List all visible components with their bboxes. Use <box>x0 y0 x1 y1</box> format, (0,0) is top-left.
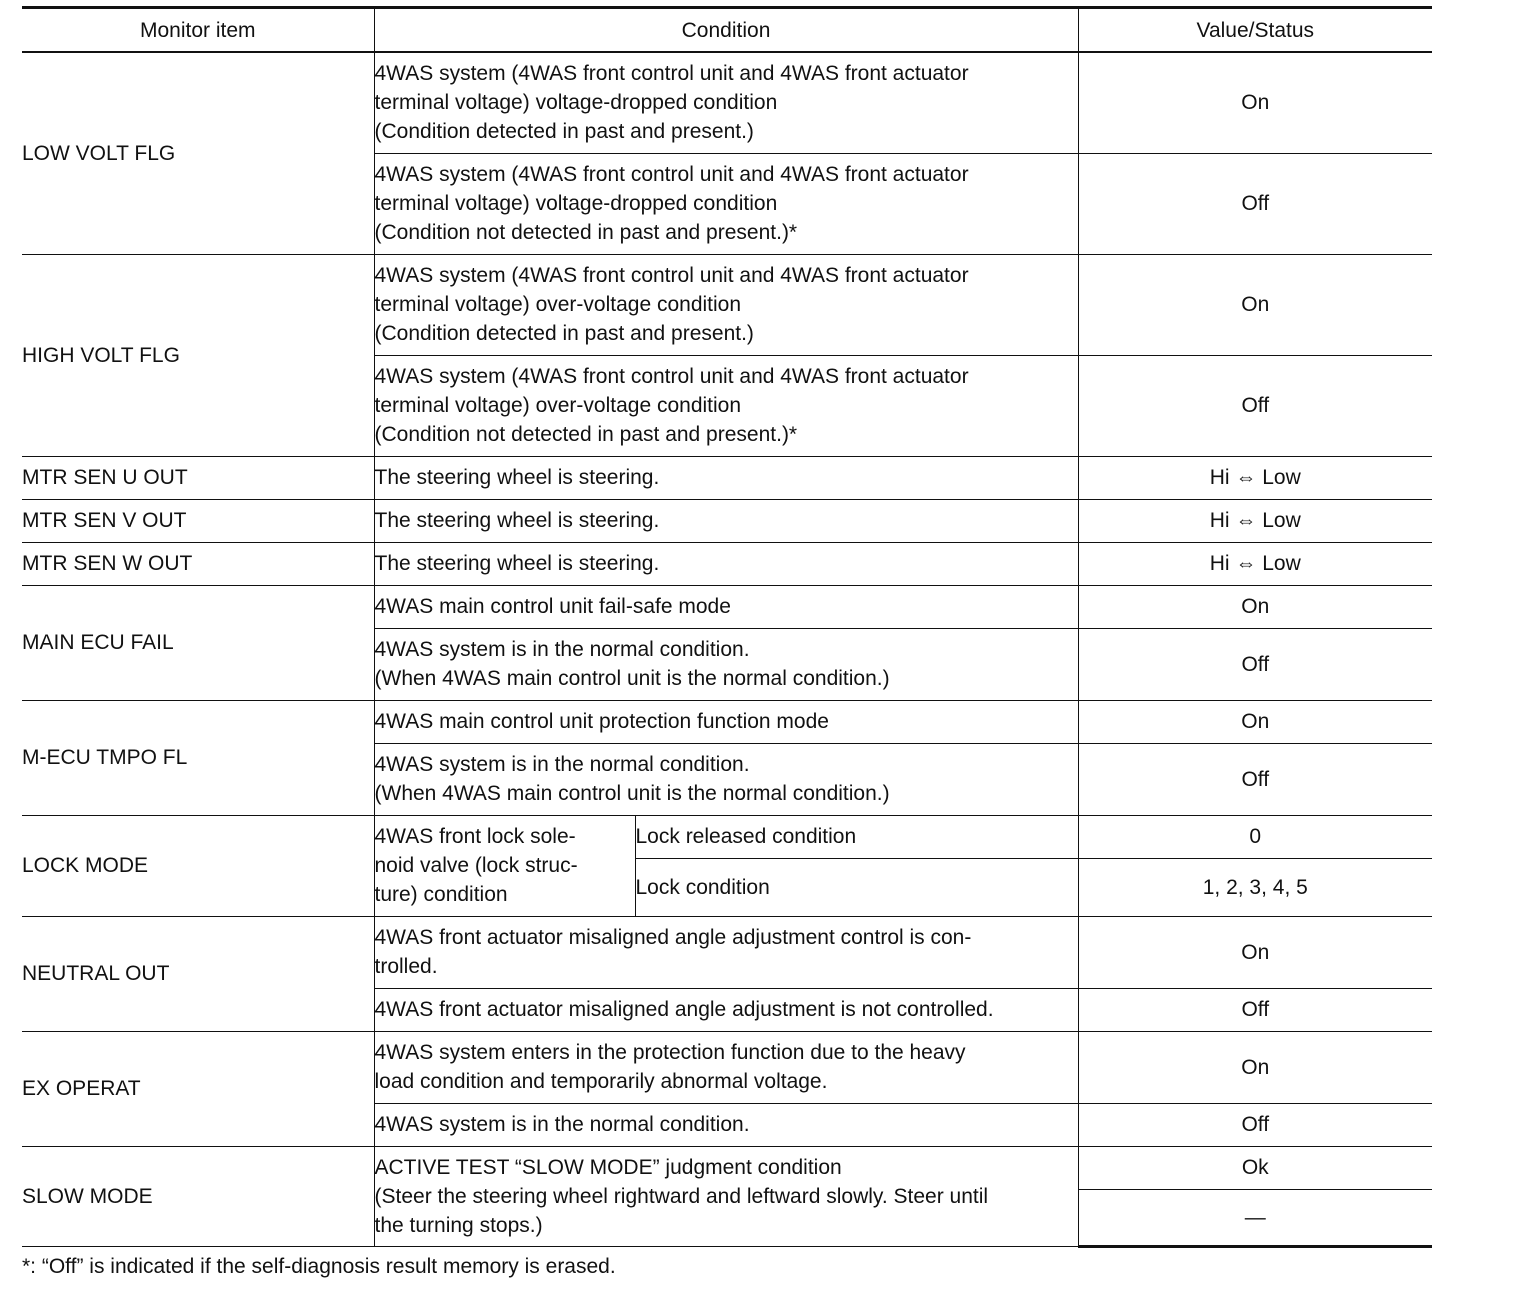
condition-cell <box>374 355 1078 456</box>
condition-cell <box>374 1031 1078 1103</box>
condition-line: 4WAS system (4WAS front control unit and 4WAS front actuator <box>374 264 969 287</box>
value-cell: Ok <box>1078 1146 1432 1189</box>
table-row <box>22 1031 1432 1103</box>
value-cell: Hi ⇔ Low <box>1078 542 1432 585</box>
monitor-item: LOW VOLT FLG <box>22 52 374 254</box>
condition-line: the turning stops.) <box>374 1213 543 1237</box>
table-row <box>22 456 1432 499</box>
condition-line: terminal voltage) over-voltage condition <box>374 293 742 316</box>
condition-cell: Lock condition <box>635 858 1078 916</box>
value-cell: On <box>1078 254 1432 355</box>
table-row <box>22 52 1432 153</box>
value-cell: Off <box>1078 1103 1432 1146</box>
condition-cell <box>374 916 1078 988</box>
condition-cell: 4WAS main control unit protection function mode <box>374 700 1078 743</box>
condition-group-cell <box>374 815 635 916</box>
condition-cell: The steering wheel is steering. <box>374 499 1078 542</box>
condition-line: 4WAS system is in the normal condition. <box>374 638 750 661</box>
header-row <box>22 8 1432 53</box>
monitor-table <box>22 6 1432 1248</box>
condition-line: 4WAS system (4WAS front control unit and 4WAS front actuator <box>374 62 969 86</box>
monitor-item: M-ECU TMPO FL <box>22 700 374 815</box>
condition-line: (When 4WAS main control unit is the normal condition.) <box>374 667 890 690</box>
monitor-item: MTR SEN V OUT <box>22 499 374 542</box>
value-cell: Hi ⇔ Low <box>1078 456 1432 499</box>
condition-cell: 4WAS front actuator misaligned angle adjustment is not controlled. <box>374 988 1078 1031</box>
monitor-item: NEUTRAL OUT <box>22 916 374 1031</box>
condition-cell <box>374 153 1078 254</box>
footnote: *: “Off” is indicated if the self-diagnosis result memory is erased. <box>22 1255 616 1278</box>
condition-cell <box>374 1146 1078 1246</box>
value-cell: 1, 2, 3, 4, 5 <box>1078 858 1432 916</box>
table-row <box>22 254 1432 355</box>
value-cell: On <box>1078 700 1432 743</box>
condition-line: terminal voltage) over-voltage condition <box>374 394 742 417</box>
condition-cell: Lock released condition <box>635 815 1078 858</box>
monitor-item: MTR SEN U OUT <box>22 456 374 499</box>
header-condition: Condition <box>374 8 1078 53</box>
condition-line: (Condition detected in past and present.) <box>374 120 754 144</box>
condition-cell: 4WAS main control unit fail-safe mode <box>374 585 1078 628</box>
condition-line: 4WAS front lock sole- <box>374 825 576 848</box>
condition-line: terminal voltage) voltage-dropped condition <box>374 91 778 115</box>
condition-cell <box>374 254 1078 355</box>
condition-line: trolled. <box>374 955 438 978</box>
value-cell: On <box>1078 916 1432 988</box>
monitor-item: SLOW MODE <box>22 1146 374 1246</box>
condition-line: noid valve (lock struc- <box>374 854 578 877</box>
condition-line: (Condition detected in past and present.) <box>374 322 754 345</box>
table-row <box>22 1146 1432 1189</box>
value-cell: Off <box>1078 153 1432 254</box>
value-cell: — <box>1078 1189 1432 1246</box>
table-row <box>22 542 1432 585</box>
value-cell: Hi ⇔ Low <box>1078 499 1432 542</box>
condition-line: 4WAS system is in the normal condition. <box>374 753 750 776</box>
condition-line: (When 4WAS main control unit is the normal condition.) <box>374 782 890 805</box>
monitor-item: MAIN ECU FAIL <box>22 585 374 700</box>
table-row <box>22 700 1432 743</box>
value-cell: 0 <box>1078 815 1432 858</box>
condition-line: ACTIVE TEST “SLOW MODE” judgment condition <box>374 1155 842 1179</box>
condition-cell <box>374 628 1078 700</box>
monitor-item: EX OPERAT <box>22 1031 374 1146</box>
value-cell: On <box>1078 1031 1432 1103</box>
table-row <box>22 916 1432 988</box>
header-value-status: Value/Status <box>1078 8 1432 53</box>
value-cell: Off <box>1078 355 1432 456</box>
condition-cell <box>374 52 1078 153</box>
table-row <box>22 815 1432 858</box>
condition-cell <box>374 743 1078 815</box>
value-cell: On <box>1078 52 1432 153</box>
condition-cell: The steering wheel is steering. <box>374 456 1078 499</box>
condition-line: load condition and temporarily abnormal voltage. <box>374 1070 828 1093</box>
value-cell: Off <box>1078 628 1432 700</box>
condition-line: 4WAS system enters in the protection function due to the heavy <box>374 1041 966 1064</box>
condition-line: terminal voltage) voltage-dropped condition <box>374 192 778 215</box>
condition-cell: 4WAS system is in the normal condition. <box>374 1103 1078 1146</box>
value-cell: Off <box>1078 743 1432 815</box>
condition-line: 4WAS system (4WAS front control unit and 4WAS front actuator <box>374 365 969 388</box>
monitor-item: MTR SEN W OUT <box>22 542 374 585</box>
value-cell: On <box>1078 585 1432 628</box>
condition-line: (Condition not detected in past and present.)* <box>374 423 798 446</box>
monitor-item: HIGH VOLT FLG <box>22 254 374 456</box>
header-monitor-item: Monitor item <box>22 8 374 53</box>
table-row <box>22 499 1432 542</box>
condition-line: (Steer the steering wheel rightward and leftward slowly. Steer until <box>374 1184 989 1208</box>
table-row <box>22 585 1432 628</box>
condition-cell: The steering wheel is steering. <box>374 542 1078 585</box>
condition-line: ture) condition <box>374 883 508 906</box>
condition-line: 4WAS system (4WAS front control unit and 4WAS front actuator <box>374 163 969 186</box>
condition-line: (Condition not detected in past and present.)* <box>374 221 798 244</box>
condition-line: 4WAS front actuator misaligned angle adjustment control is con- <box>374 926 972 949</box>
monitor-item: LOCK MODE <box>22 815 374 916</box>
value-cell: Off <box>1078 988 1432 1031</box>
